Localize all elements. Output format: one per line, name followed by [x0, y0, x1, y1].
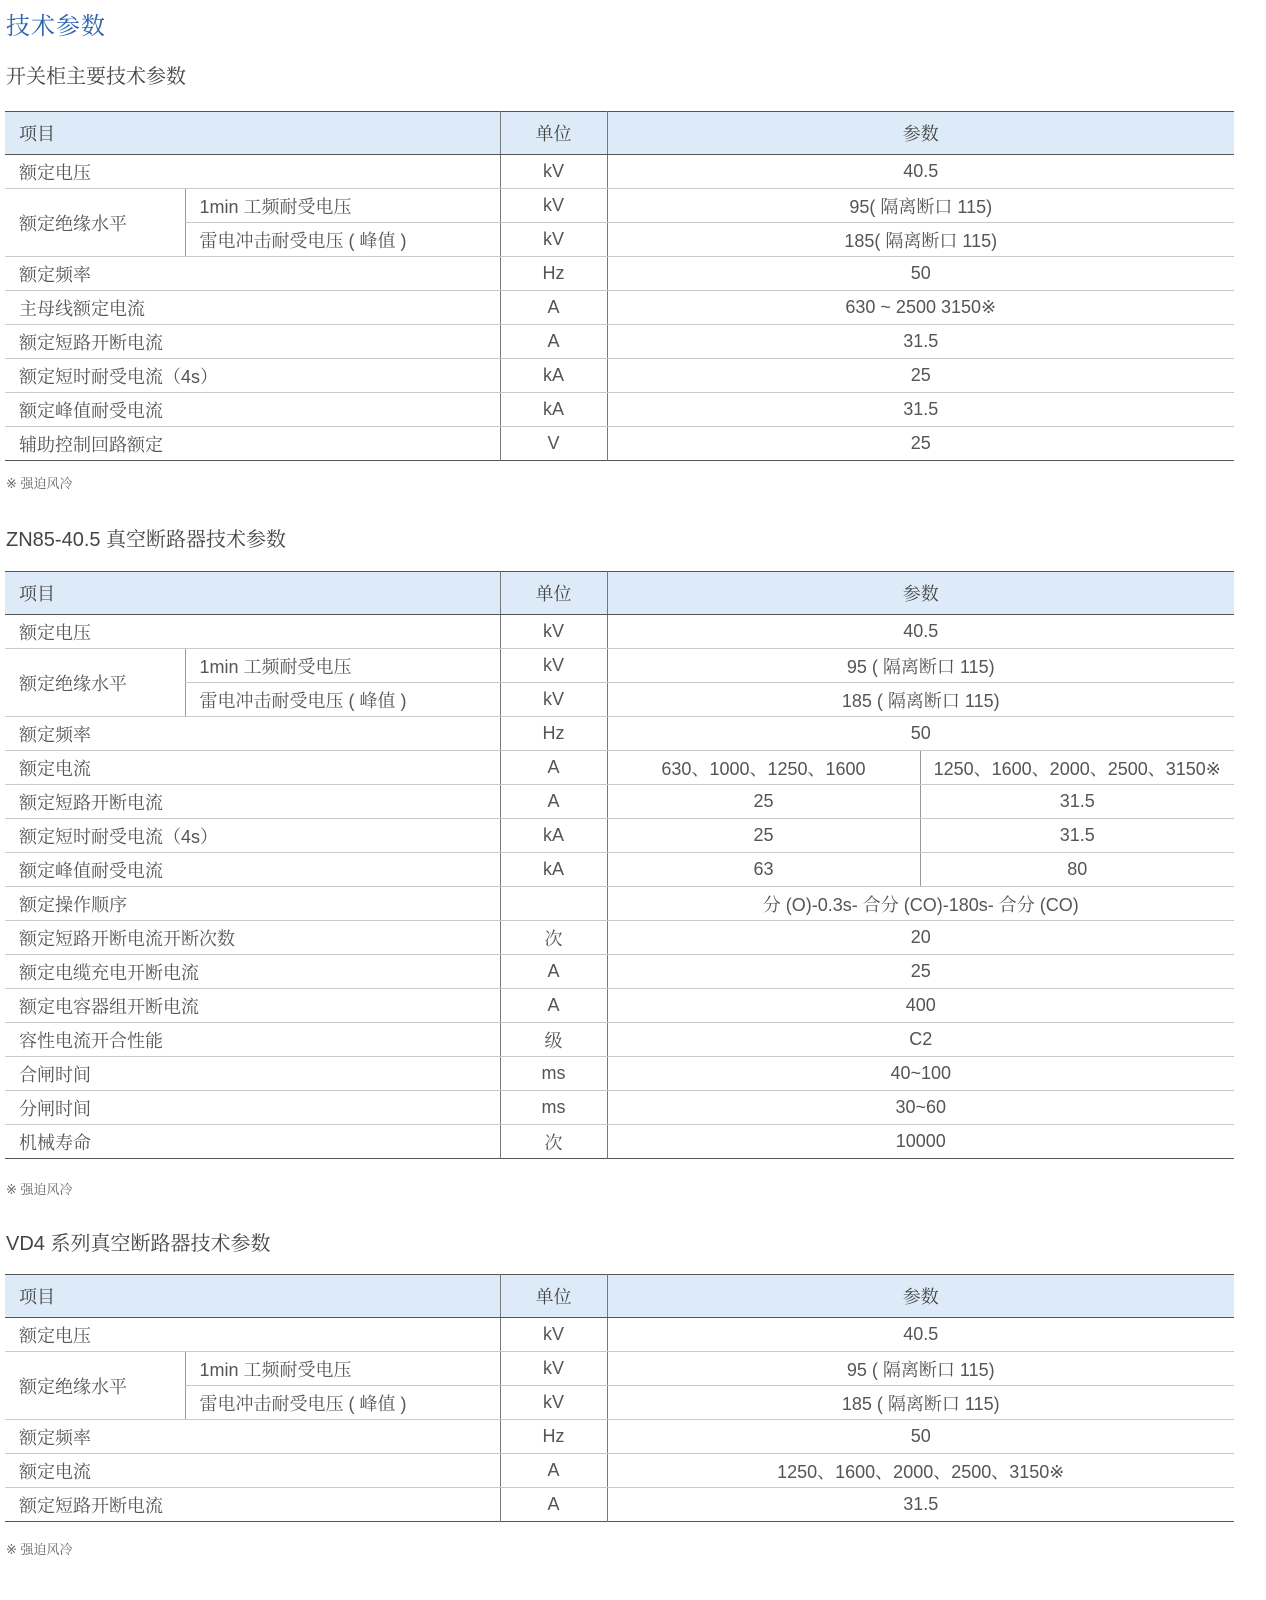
- row-value: 25: [607, 359, 1234, 393]
- header-unit: 单位: [500, 1275, 607, 1318]
- table-row: [5, 1488, 1234, 1522]
- row-value: 31.5: [607, 325, 1234, 359]
- row-value: 95 ( 隔离断口 115): [607, 1352, 1234, 1386]
- row-value: 40~100: [607, 1057, 1234, 1091]
- table-row: [5, 155, 1234, 189]
- footnote: ※ 强迫风冷: [6, 1182, 73, 1197]
- row-value: 50: [607, 1420, 1234, 1454]
- row-unit: A: [500, 955, 607, 989]
- row-value: 50: [607, 717, 1234, 751]
- row-value: 185 ( 隔离断口 115): [607, 1386, 1234, 1420]
- table-row: [5, 989, 1234, 1023]
- row-value: 1250、1600、2000、2500、3150※: [607, 1454, 1234, 1488]
- row-value: 30~60: [607, 1091, 1234, 1125]
- row-value: 31.5: [607, 393, 1234, 427]
- row-item: 合闸时间: [5, 1057, 500, 1091]
- row-unit: kV: [500, 1386, 607, 1420]
- table-row: [5, 649, 1234, 683]
- table-row: [5, 887, 1234, 921]
- row-sub-item: 雷电冲击耐受电压 ( 峰值 ): [185, 223, 500, 257]
- row-unit: 次: [500, 921, 607, 955]
- vd4-spec-table: [5, 1274, 1234, 1522]
- row-value: 95( 隔离断口 115): [607, 189, 1234, 223]
- row-value-1: 630、1000、1250、1600: [607, 751, 920, 785]
- section-title-vd4: VD4 系列真空断路器技术参数: [6, 1233, 271, 1255]
- row-unit: A: [500, 1488, 607, 1522]
- row-item: 机械寿命: [19, 1132, 91, 1153]
- row-item: 额定绝缘水平: [5, 1352, 185, 1420]
- row-item: 额定电压: [5, 1318, 500, 1352]
- row-unit: A: [500, 989, 607, 1023]
- header-param: 参数: [607, 572, 1234, 615]
- row-item: 额定短路开断电流: [19, 1495, 163, 1516]
- row-value-2: 1250、1600、2000、2500、3150※: [920, 751, 1234, 785]
- table-row: [5, 1125, 1234, 1159]
- row-value-1: 25: [607, 785, 920, 819]
- table-row: [5, 717, 1234, 751]
- footnote: ※ 强迫风冷: [6, 476, 73, 491]
- header-param: 参数: [607, 1275, 1234, 1318]
- row-item: 额定峰值耐受电流: [5, 393, 500, 427]
- row-unit: Hz: [500, 257, 607, 291]
- row-sub-item: 1min 工频耐受电压: [185, 189, 500, 223]
- table-row: [5, 683, 1234, 717]
- header-unit: 单位: [500, 572, 607, 615]
- row-value: 分 (O)-0.3s- 合分 (CO)-180s- 合分 (CO): [607, 887, 1234, 921]
- table-row: [5, 1420, 1234, 1454]
- row-sub-item: 1min 工频耐受电压: [185, 649, 500, 683]
- table-header: [5, 1275, 1234, 1318]
- row-unit: kV: [500, 223, 607, 257]
- section-title-zn85: ZN85-40.5 真空断路器技术参数: [6, 529, 287, 551]
- row-item: 额定电缆充电开断电流: [5, 955, 500, 989]
- row-unit: 级: [500, 1023, 607, 1057]
- row-value: 40.5: [607, 615, 1234, 649]
- row-item: 分闸时间: [5, 1091, 500, 1125]
- table-row: [5, 1023, 1234, 1057]
- row-unit: kV: [500, 189, 607, 223]
- row-item: 额定操作顺序: [5, 887, 500, 921]
- table-row: [5, 819, 1234, 853]
- footnote: ※ 强迫风冷: [6, 1542, 73, 1557]
- row-item: 额定频率: [5, 1420, 500, 1454]
- row-value: 40.5: [607, 155, 1234, 189]
- row-unit: kA: [500, 359, 607, 393]
- row-unit: kA: [500, 853, 607, 887]
- row-value: C2: [607, 1023, 1234, 1057]
- row-unit: kV: [500, 1318, 607, 1352]
- row-item: 额定电容器组开断电流: [5, 989, 500, 1023]
- row-item: 辅助控制回路额定: [19, 434, 163, 455]
- row-sub-item: 1min 工频耐受电压: [185, 1352, 500, 1386]
- table-row: [5, 1318, 1234, 1352]
- table-row: [5, 751, 1234, 785]
- table-row: [5, 325, 1234, 359]
- row-value: 185( 隔离断口 115): [607, 223, 1234, 257]
- table-row: [5, 1454, 1234, 1488]
- table-row: [5, 1057, 1234, 1091]
- table-row: [5, 427, 1234, 461]
- table-row: [5, 853, 1234, 887]
- row-unit: kV: [500, 155, 607, 189]
- row-value: 185 ( 隔离断口 115): [607, 683, 1234, 717]
- table-header: [5, 112, 1234, 155]
- row-item: 额定电压: [5, 155, 500, 189]
- table-row: [5, 615, 1234, 649]
- row-value-1: 63: [607, 853, 920, 887]
- row-item: 额定绝缘水平: [5, 649, 185, 717]
- row-item: 容性电流开合性能: [5, 1023, 500, 1057]
- table-row: [5, 1091, 1234, 1125]
- header-item: 项目: [5, 1275, 500, 1318]
- row-unit: V: [500, 427, 607, 461]
- row-item: 额定短路开断电流: [5, 785, 500, 819]
- row-unit: kV: [500, 1352, 607, 1386]
- table-row: [5, 955, 1234, 989]
- table-row: [5, 921, 1234, 955]
- zn85-spec-table: [5, 571, 1234, 1159]
- row-unit: kA: [500, 393, 607, 427]
- row-unit: A: [500, 291, 607, 325]
- row-value-2: 31.5: [920, 785, 1234, 819]
- section-title-switchgear: 开关柜主要技术参数: [6, 66, 186, 88]
- row-unit: ms: [500, 1057, 607, 1091]
- row-item: 额定短路开断电流: [5, 325, 500, 359]
- row-value: 630 ~ 2500 3150※: [607, 291, 1234, 325]
- row-value: 10000: [607, 1125, 1234, 1159]
- table-row: [5, 393, 1234, 427]
- row-unit: A: [500, 785, 607, 819]
- header-item: 项目: [5, 112, 500, 155]
- row-item: 额定电流: [5, 751, 500, 785]
- row-value: 95 ( 隔离断口 115): [607, 649, 1234, 683]
- switchgear-spec-table: [5, 111, 1234, 461]
- row-item: 额定频率: [5, 717, 500, 751]
- table-row: [5, 359, 1234, 393]
- row-item: 额定电流: [5, 1454, 500, 1488]
- row-value: 40.5: [607, 1318, 1234, 1352]
- row-unit: kV: [500, 649, 607, 683]
- row-unit: kA: [500, 819, 607, 853]
- row-unit: A: [500, 751, 607, 785]
- table-row: [5, 785, 1234, 819]
- header-unit: 单位: [500, 112, 607, 155]
- row-unit: kV: [500, 615, 607, 649]
- row-value-1: 25: [607, 819, 920, 853]
- row-item: 额定峰值耐受电流: [5, 853, 500, 887]
- row-unit: A: [500, 1454, 607, 1488]
- page-title: 技术参数: [6, 13, 106, 40]
- row-value: 25: [607, 427, 1234, 461]
- row-item: 额定电压: [5, 615, 500, 649]
- row-value: 20: [607, 921, 1234, 955]
- table-row: [5, 291, 1234, 325]
- row-unit: Hz: [500, 1420, 607, 1454]
- row-item: 额定短时耐受电流（4s）: [5, 359, 500, 393]
- row-item: 额定频率: [5, 257, 500, 291]
- row-value: 25: [607, 955, 1234, 989]
- row-unit: ms: [500, 1091, 607, 1125]
- row-value-2: 31.5: [920, 819, 1234, 853]
- row-item: 额定短时耐受电流（4s）: [5, 819, 500, 853]
- row-unit: Hz: [500, 717, 607, 751]
- table-row: [5, 189, 1234, 223]
- row-unit: A: [500, 325, 607, 359]
- row-item: 主母线额定电流: [5, 291, 500, 325]
- row-item: 额定绝缘水平: [5, 189, 185, 257]
- row-value-2: 80: [920, 853, 1234, 887]
- row-unit: kV: [500, 683, 607, 717]
- row-item: 额定短路开断电流开断次数: [5, 921, 500, 955]
- header-item: 项目: [5, 572, 500, 615]
- table-row: [5, 257, 1234, 291]
- table-header: [5, 572, 1234, 615]
- row-unit: [500, 887, 607, 921]
- header-param: 参数: [607, 112, 1234, 155]
- table-row: [5, 1352, 1234, 1386]
- row-unit: 次: [500, 1125, 607, 1159]
- row-sub-item: 雷电冲击耐受电压 ( 峰值 ): [185, 1386, 500, 1420]
- row-value: 50: [607, 257, 1234, 291]
- row-value: 400: [607, 989, 1234, 1023]
- row-value: 31.5: [607, 1488, 1234, 1522]
- table-row: [5, 223, 1234, 257]
- table-row: [5, 1386, 1234, 1420]
- row-sub-item: 雷电冲击耐受电压 ( 峰值 ): [185, 683, 500, 717]
